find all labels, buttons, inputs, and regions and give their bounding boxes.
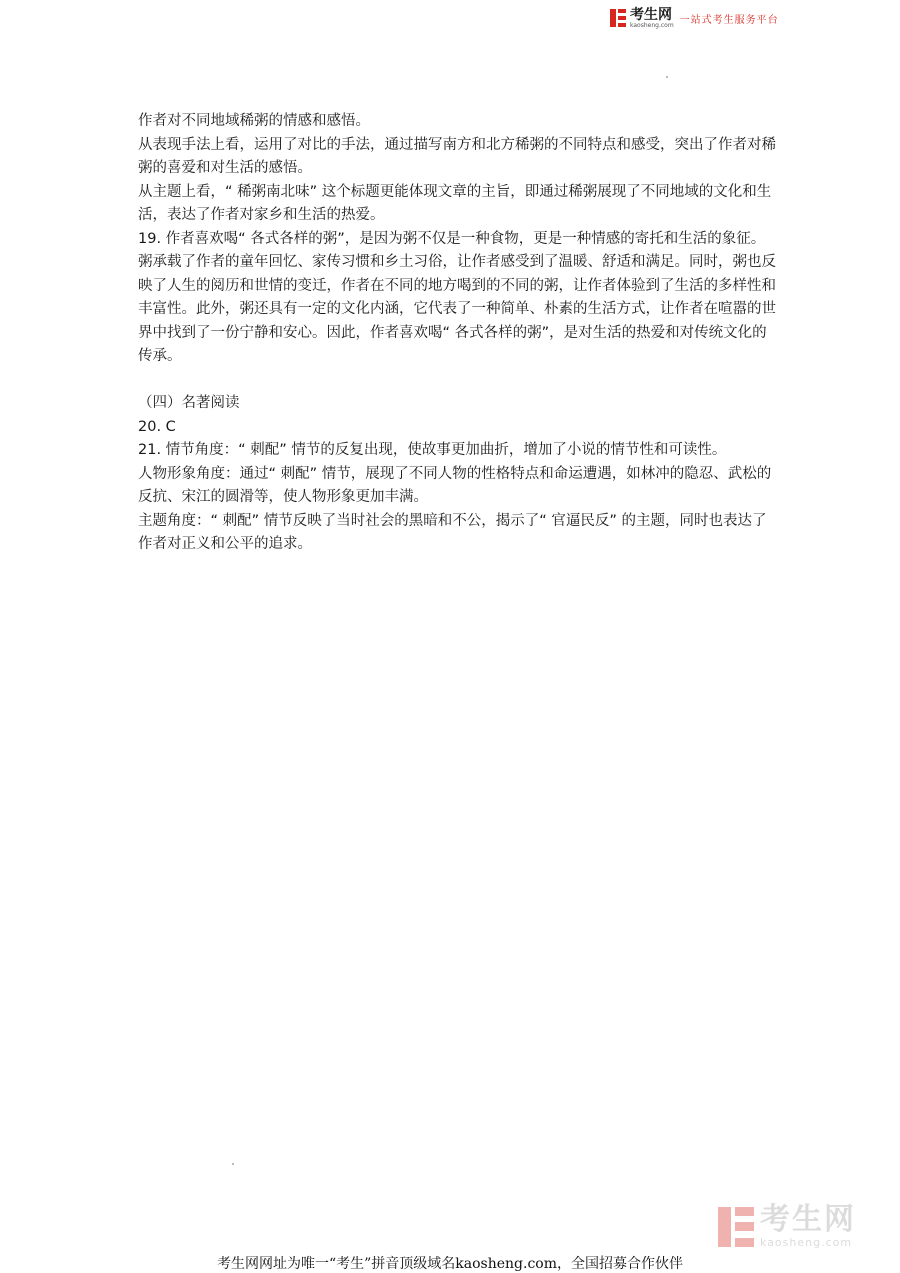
paragraph: 作者对不同地域稀粥的情感和感悟。 — [138, 113, 370, 129]
footer-text: 考生网网址为唯一“考生”拼音顶级域名kaosheng.com，全国招募合作伙伴 — [216, 1256, 684, 1272]
watermark-title: 考生网 — [760, 1202, 856, 1237]
paragraph: 19. 作者喜欢喝“ 各式各样的粥”，是因为粥不仅是一种食物，更是一种情感的寄托和生活的象征。粥承载了作者的童年回忆、家传习惯和乡土习俗，让作者感受到了温暖、舒适和满足。同时，粥也反映了人生的阅历和世情的变迁，作者在不同的地方喝到的不同的粥，让作者体验到了生活的多样性和丰富性。此外，粥还具有一定的文化内涵，它代表了一种简单、朴素的生活方式，让作者在喧嚣的世界中找到了一份宁静和安心。因此，作者喜欢喝“ 各式各样的粥”，是对生活的热爱和对传统文化的传承。 — [138, 230, 776, 364]
paragraph: 从表现手法上看，运用了对比的手法，通过描写南方和北方稀粥的不同特点和感受，突出了作者对稀粥的喜爱和对生活的感悟。 — [138, 136, 776, 176]
paragraph: 主题角度：“ 刺配” 情节反映了当时社会的黑暗和不公，揭示了“ 官逼民反” 的主题，同时也表达了作者对正义和公平的追求。 — [138, 512, 767, 552]
logo-title: 考生网 — [630, 6, 672, 23]
paragraph: 人物形象角度：通过“ 刺配” 情节，展现了不同人物的性格特点和命运遭遇，如林冲的隐忍、武松的反抗、宋江的圆滑等，使人物形象更加丰满。 — [138, 465, 772, 505]
paragraph: 21. 情节角度：“ 刺配” 情节的反复出现，使故事更加曲折，增加了小说的情节性和可读性。 — [138, 442, 727, 458]
paragraph: 从主题上看，“ 稀粥南北味” 这个标题更能体现文章的主旨，即通过稀粥展现了不同地域的文化和生活，表达了作者对家乡和生活的热爱。 — [138, 183, 772, 223]
header-logo[interactable] — [610, 6, 779, 30]
document-body — [138, 110, 778, 557]
spacer — [138, 369, 778, 393]
watermark-logo — [718, 1202, 856, 1249]
speck-mark — [666, 76, 668, 78]
speck-mark — [232, 1163, 234, 1165]
section-heading: （四）名著阅读 — [138, 395, 240, 411]
logo-domain: kaosheng.com — [630, 21, 674, 29]
kaosheng-logo-icon — [610, 9, 626, 27]
kaosheng-watermark-icon — [718, 1207, 754, 1247]
watermark-domain: kaosheng.com — [760, 1236, 853, 1249]
answer-20: 20. C — [138, 418, 176, 435]
logo-slogan: 一站式考生服务平台 — [679, 14, 779, 26]
